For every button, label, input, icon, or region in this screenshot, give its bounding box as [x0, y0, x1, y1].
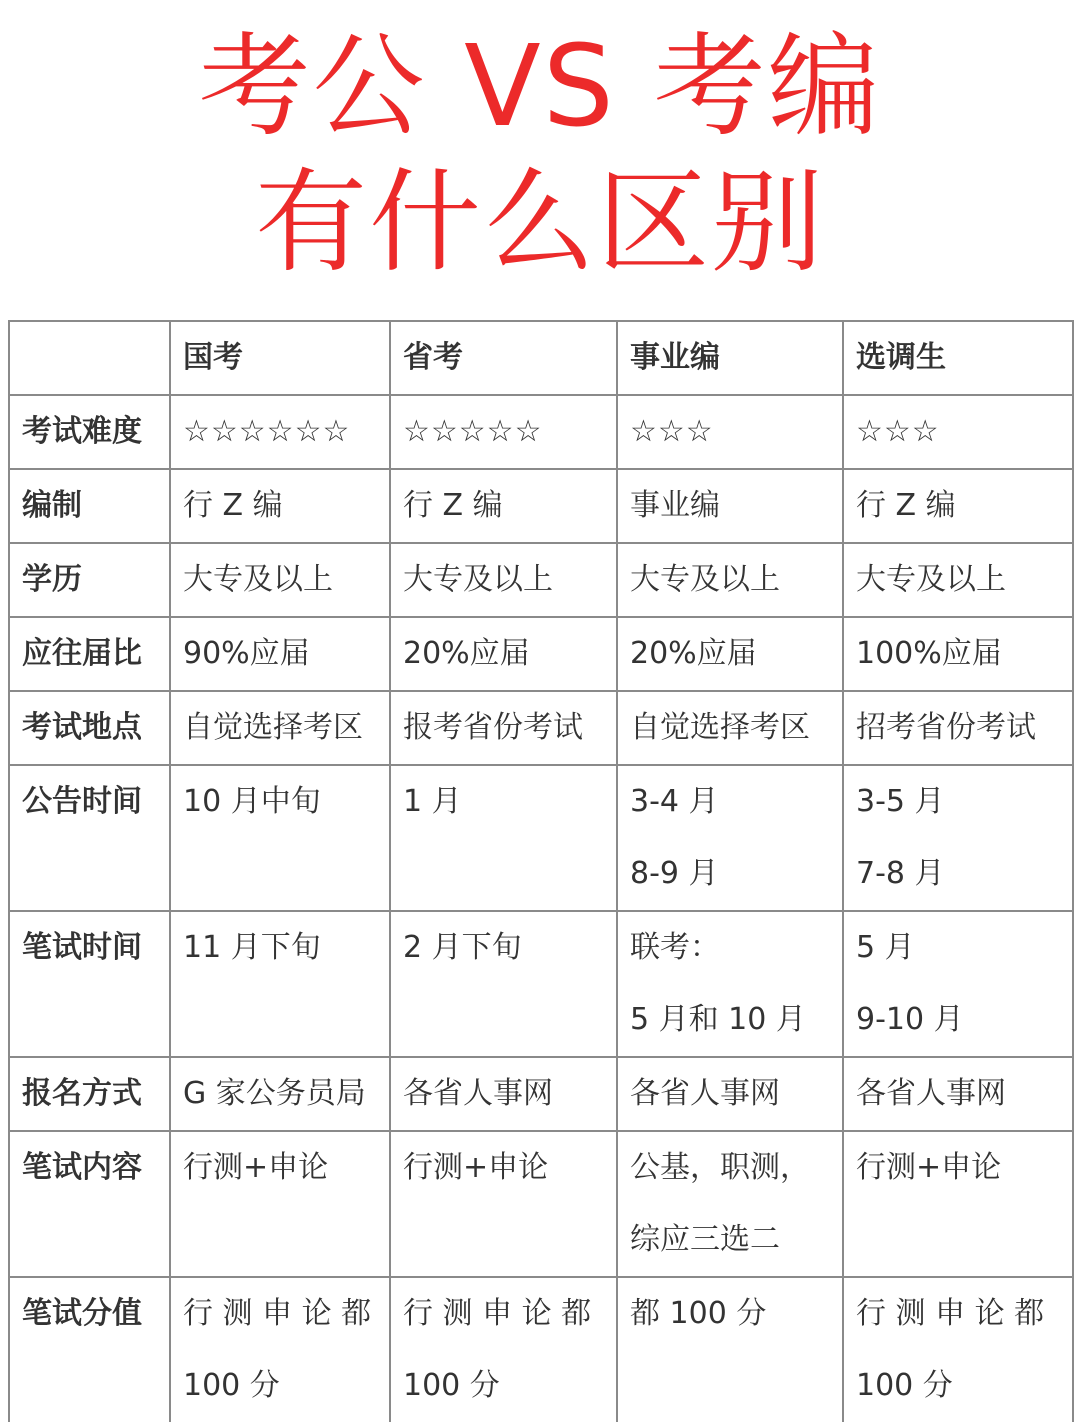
table-cell — [390, 617, 617, 691]
cell-text: 3-4 月 — [630, 784, 719, 819]
table-cell — [390, 395, 617, 469]
table-row — [9, 691, 1073, 765]
table-header-row — [9, 321, 1073, 395]
cell-text: 综应三选二 — [630, 1222, 780, 1257]
cell-text: 20%应届 — [630, 636, 757, 671]
cell-text: 5 月 — [856, 930, 915, 965]
table-cell — [170, 469, 390, 543]
table-cell — [170, 911, 390, 1057]
header-cell-empty — [9, 321, 170, 395]
table-cell — [843, 765, 1073, 911]
table-cell — [843, 1131, 1073, 1277]
row-label: 笔试时间 — [9, 911, 170, 1057]
table-cell — [843, 617, 1073, 691]
cell-text: 大专及以上 — [403, 562, 553, 597]
cell-text: 事业编 — [630, 488, 720, 523]
table-cell — [390, 691, 617, 765]
comparison-table — [8, 320, 1074, 1422]
table-cell — [170, 765, 390, 911]
cell-text: 行测+申论 — [403, 1150, 549, 1185]
table-cell — [617, 911, 843, 1057]
table-cell — [843, 543, 1073, 617]
cell-text: 11 月下旬 — [183, 930, 321, 965]
table-cell — [170, 1057, 390, 1131]
cell-text: 都 100 分 — [630, 1296, 767, 1331]
table-cell — [170, 543, 390, 617]
table-cell — [843, 1277, 1073, 1422]
row-label: 考试难度 — [9, 395, 170, 469]
cell-text: 大专及以上 — [183, 562, 333, 597]
table-cell — [390, 765, 617, 911]
table-cell — [390, 469, 617, 543]
header-cell-xuandiaosheng: 选调生 — [843, 321, 1073, 395]
table-cell — [843, 395, 1073, 469]
cell-text: 各省人事网 — [856, 1076, 1006, 1111]
row-label: 报名方式 — [9, 1057, 170, 1131]
cell-text: 大专及以上 — [630, 562, 780, 597]
table-cell — [390, 1277, 617, 1422]
table-cell — [843, 469, 1073, 543]
row-label: 笔试分值 — [9, 1277, 170, 1422]
cell-text: 8-9 月 — [630, 856, 719, 891]
row-label: 应往届比 — [9, 617, 170, 691]
table-cell — [617, 691, 843, 765]
cell-text: 10 月中旬 — [183, 784, 321, 819]
row-label: 公告时间 — [9, 765, 170, 911]
table-row — [9, 1131, 1073, 1277]
header-cell-shiyebian: 事业编 — [617, 321, 843, 395]
cell-text: 招考省份考试 — [856, 710, 1036, 745]
cell-text: 联考： — [630, 930, 720, 965]
cell-text: 行 测 申 论 都 — [183, 1296, 372, 1331]
table-cell — [170, 617, 390, 691]
table-cell — [170, 395, 390, 469]
table-cell — [390, 543, 617, 617]
cell-text: 90%应届 — [183, 636, 310, 671]
cell-text: ☆☆☆ — [630, 414, 714, 449]
cell-text: ☆☆☆☆☆ — [403, 414, 543, 449]
cell-text: 行 Z 编 — [403, 488, 503, 523]
table-cell — [617, 469, 843, 543]
cell-text: 自觉选择考区 — [183, 710, 363, 745]
table-row — [9, 1057, 1073, 1131]
cell-text: 行 测 申 论 都 — [856, 1296, 1045, 1331]
table-cell — [617, 543, 843, 617]
table-cell — [170, 691, 390, 765]
table-row — [9, 1277, 1073, 1422]
table-row — [9, 617, 1073, 691]
table-cell — [617, 1057, 843, 1131]
table-row — [9, 543, 1073, 617]
table-cell — [617, 1131, 843, 1277]
header-cell-shengkao: 省考 — [390, 321, 617, 395]
header-cell-guokao: 国考 — [170, 321, 390, 395]
cell-text: 大专及以上 — [856, 562, 1006, 597]
cell-text: 各省人事网 — [630, 1076, 780, 1111]
table-body — [9, 321, 1073, 1422]
table-row — [9, 469, 1073, 543]
table-cell — [390, 1131, 617, 1277]
cell-text: 行 Z 编 — [183, 488, 283, 523]
cell-text: 100 分 — [403, 1368, 500, 1403]
table-row — [9, 911, 1073, 1057]
cell-text: 行 Z 编 — [856, 488, 956, 523]
row-label: 编制 — [9, 469, 170, 543]
cell-text: 行测+申论 — [183, 1150, 329, 1185]
table-row — [9, 395, 1073, 469]
table-cell — [617, 1277, 843, 1422]
cell-text: 20%应届 — [403, 636, 530, 671]
cell-text: 5 月和 10 月 — [630, 1002, 806, 1037]
table-cell — [617, 395, 843, 469]
table-cell — [390, 911, 617, 1057]
cell-text: 3-5 月 — [856, 784, 945, 819]
table-cell — [170, 1277, 390, 1422]
table-cell — [617, 617, 843, 691]
cell-text: 100%应届 — [856, 636, 1002, 671]
cell-text: 9-10 月 — [856, 1002, 964, 1037]
page-title-line-1: 考公 VS 考编 — [198, 22, 882, 152]
cell-text: G 家公务员局 — [183, 1076, 366, 1111]
cell-text: 行 测 申 论 都 — [403, 1296, 592, 1331]
cell-text: 1 月 — [403, 784, 462, 819]
cell-text: 各省人事网 — [403, 1076, 553, 1111]
table-cell — [843, 691, 1073, 765]
row-label: 学历 — [9, 543, 170, 617]
table-cell — [843, 1057, 1073, 1131]
table-row — [9, 765, 1073, 911]
table-cell — [843, 911, 1073, 1057]
table-cell — [170, 1131, 390, 1277]
cell-text: ☆☆☆ — [856, 414, 940, 449]
cell-text: 行测+申论 — [856, 1150, 1002, 1185]
cell-text: 7-8 月 — [856, 856, 945, 891]
cell-text: 100 分 — [856, 1368, 953, 1403]
table-cell — [617, 765, 843, 911]
table-cell — [390, 1057, 617, 1131]
cell-text: 2 月下旬 — [403, 930, 522, 965]
row-label: 笔试内容 — [9, 1131, 170, 1277]
cell-text: 自觉选择考区 — [630, 710, 810, 745]
page-title-line-2: 有什么区别 — [255, 158, 825, 288]
cell-text: ☆☆☆☆☆☆ — [183, 414, 351, 449]
cell-text: 公基，职测， — [630, 1150, 810, 1185]
row-label: 考试地点 — [9, 691, 170, 765]
cell-text: 100 分 — [183, 1368, 280, 1403]
cell-text: 报考省份考试 — [403, 710, 583, 745]
